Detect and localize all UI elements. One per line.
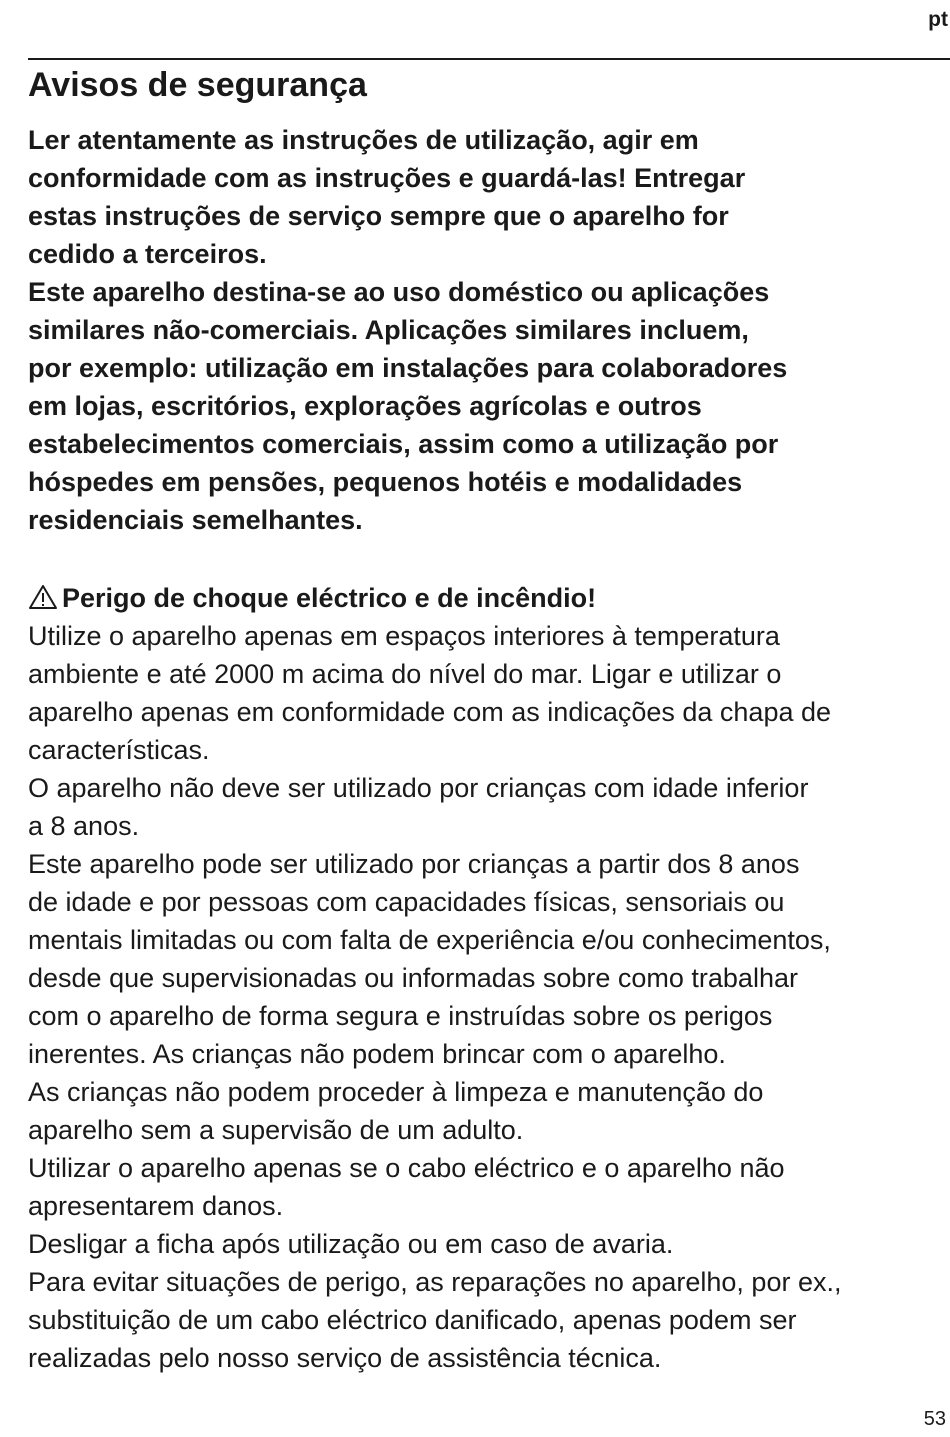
intro-line: estabelecimentos comerciais, assim como a utilização por — [28, 429, 779, 459]
header-rule — [28, 58, 950, 60]
intro-line: hóspedes em pensões, pequenos hotéis e modalidades — [28, 467, 743, 497]
body-line: a 8 anos. — [28, 811, 140, 841]
intro-line: similares não-comerciais. Aplicações similares incluem, — [28, 315, 749, 345]
body-line: aparelho sem a supervisão de um adulto. — [28, 1115, 524, 1145]
body-line: Utilize o aparelho apenas em espaços interiores à temperatura — [28, 621, 780, 651]
intro-line: por exemplo: utilização em instalações para colaboradores — [28, 353, 788, 383]
body-line: Desligar a ficha após utilização ou em caso de avaria. — [28, 1229, 674, 1259]
body-line: aparelho apenas em conformidade com as indicações da chapa de — [28, 697, 832, 727]
intro-line: residenciais semelhantes. — [28, 505, 363, 535]
body-line: inerentes. As crianças não podem brincar com o aparelho. — [28, 1039, 726, 1069]
warning-body — [28, 617, 948, 1377]
section-title: Avisos de segurança — [28, 66, 367, 104]
body-line: desde que supervisionadas ou informadas sobre como trabalhar — [28, 963, 798, 993]
intro-line: estas instruções de serviço sempre que o aparelho for — [28, 201, 729, 231]
body-line: O aparelho não deve ser utilizado por crianças com idade inferior — [28, 773, 809, 803]
warning-triangle-icon — [28, 584, 58, 610]
body-line: mentais limitadas ou com falta de experiência e/ou conhecimentos, — [28, 925, 831, 955]
body-line: ambiente e até 2000 m acima do nível do mar. Ligar e utilizar o — [28, 659, 782, 689]
intro-line: cedido a terceiros. — [28, 239, 267, 269]
body-line: As crianças não podem proceder à limpeza e manutenção do — [28, 1077, 764, 1107]
warning-heading — [28, 579, 948, 617]
body-line: com o aparelho de forma segura e instruídas sobre os perigos — [28, 1001, 773, 1031]
body-line: substituição de um cabo eléctrico danificado, apenas podem ser — [28, 1305, 797, 1335]
body-line: características. — [28, 735, 210, 765]
intro-line: em lojas, escritórios, explorações agrícolas e outros — [28, 391, 702, 421]
intro-line: Ler atentamente as instruções de utilização, agir em — [28, 125, 699, 155]
body-line: Para evitar situações de perigo, as reparações no aparelho, por ex., — [28, 1267, 842, 1297]
body-line: apresentarem danos. — [28, 1191, 284, 1221]
warning-heading-text: Perigo de choque eléctrico e de incêndio! — [62, 583, 597, 613]
body-line: realizadas pelo nosso serviço de assistência técnica. — [28, 1343, 662, 1373]
intro-paragraph — [28, 121, 948, 539]
body-line: Utilizar o aparelho apenas se o cabo eléctrico e o aparelho não — [28, 1153, 785, 1183]
body-line: de idade e por pessoas com capacidades físicas, sensoriais ou — [28, 887, 785, 917]
intro-line: conformidade com as instruções e guardá-las! Entregar — [28, 163, 746, 193]
page-number: 53 — [923, 1408, 946, 1430]
language-code: pt — [928, 8, 948, 31]
intro-line: Este aparelho destina-se ao uso doméstico ou aplicações — [28, 277, 770, 307]
body-line: Este aparelho pode ser utilizado por crianças a partir dos 8 anos — [28, 849, 800, 879]
